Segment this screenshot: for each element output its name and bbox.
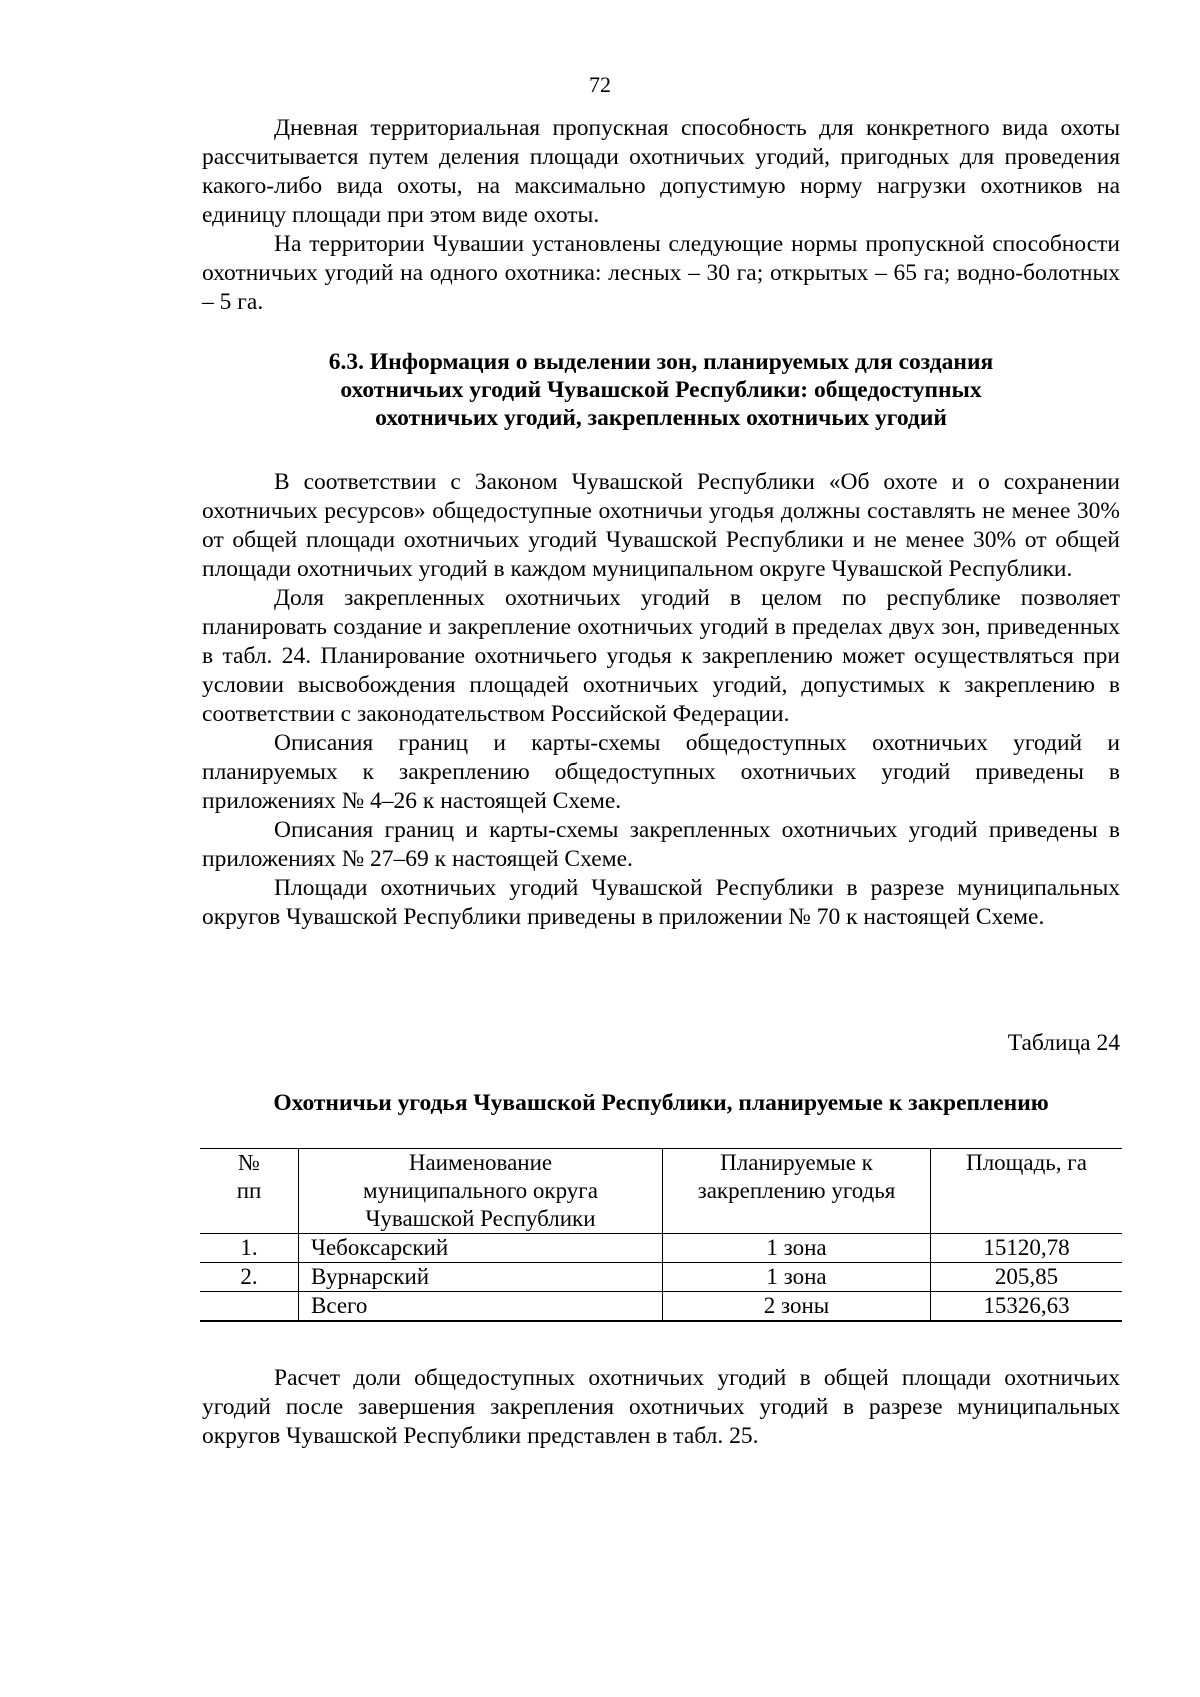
paragraph-appendix-public: Описания границ и карты-схемы общедоступных охотничьих угодий и планируемых к закреплению общедоступных охотничьих угодий приведены в приложениях № 4–26 к настоящей Схеме. — [202, 730, 1120, 814]
section-heading-line: 6.3. Информация о выделении зон, планируемых для создания — [328, 349, 994, 375]
paragraph-throughput: Дневная территориальная пропускная способность для конкретного вида охоты рассчитывается путем деления площади охотничьих угодий, пригодных для проведения какого-либо вида охоты, на максимально допустимую норму нагрузки охотников на единицу площади при этом виде охоты. — [202, 115, 1120, 228]
table-header-row — [200, 1149, 1122, 1234]
cell-district: Вурнарский — [299, 1263, 663, 1292]
paragraph-appendix-fixed: Описания границ и карты-схемы закрепленных охотничьих угодий приведены в приложениях № 27–69 к настоящей Схеме. — [202, 817, 1120, 872]
table-row — [200, 1234, 1122, 1263]
header-area: Площадь, га — [931, 1149, 1123, 1234]
cell-zone: 1 зона — [663, 1234, 931, 1263]
cell-number: 1. — [200, 1234, 299, 1263]
cell-district: Чебоксарский — [299, 1234, 663, 1263]
paragraph-law: В соответствии с Законом Чувашской Республики «Об охоте и о сохранении охотничьих ресурсов» общедоступные охотничьи угодья должны составлять не менее 30% от общей площади охотничьих угодий Чувашской Республики и не менее 30% от общей площади охотничьих угодий в каждом муниципальном округе Чувашской Республики. — [202, 469, 1120, 582]
section-heading-line: охотничьих угодий, закрепленных охотничьих угодий — [375, 405, 947, 431]
cell-number: 2. — [200, 1263, 299, 1292]
paragraph-appendix-areas: Площади охотничьих угодий Чувашской Республики в разрезе муниципальных округов Чувашской Республики приведены в приложении № 70 к настоящей Схеме. — [202, 875, 1120, 930]
section-heading-line: охотничьих угодий Чувашской Республики: общедоступных — [340, 377, 982, 403]
section-heading — [202, 348, 1120, 432]
paragraph-share: Доля закрепленных охотничьих угодий в целом по республике позволяет планировать создание и закрепление охотничьих угодий в пределах двух зон, приведенных в табл. 24. Планирование охотничьего угодья к закреплению может осуществляться при условии высвобождения площадей охотничьих угодий, допустимых к закреплению в соответствии с законодательством Российской Федерации. — [202, 585, 1120, 727]
closing-text — [202, 1364, 1120, 1451]
cell-zone: 2 зоны — [663, 1292, 931, 1322]
intro-text — [202, 114, 1120, 317]
table-row — [200, 1263, 1122, 1292]
cell-area: 15326,63 — [931, 1292, 1123, 1322]
paragraph-norms: На территории Чувашии установлены следующие нормы пропускной способности охотничьих угодий на одного охотника: лесных – 30 га; открытых – 65 га; водно-болотных – 5 га. — [202, 231, 1120, 315]
table-total-row — [200, 1292, 1122, 1322]
hunting-grounds-table — [200, 1148, 1122, 1322]
header-number: № пп — [200, 1149, 299, 1234]
table-title: Охотничьи угодья Чувашской Республики, планируемые к закреплению — [273, 1090, 1049, 1116]
cell-area: 15120,78 — [931, 1234, 1123, 1263]
body-text — [202, 468, 1120, 932]
page-number: 72 — [589, 72, 611, 97]
cell-number — [200, 1292, 299, 1322]
header-district-name: Наименование муниципального округа Чувашской Республики — [299, 1149, 663, 1234]
paragraph-calculation: Расчет доли общедоступных охотничьих угодий в общей площади охотничьих угодий после завершения закрепления охотничьих угодий в разрезе муниципальных округов Чувашской Республики представлен в табл. 25. — [202, 1365, 1120, 1449]
header-planned-grounds: Планируемые к закреплению угодья — [663, 1149, 931, 1234]
cell-zone: 1 зона — [663, 1263, 931, 1292]
cell-area: 205,85 — [931, 1263, 1123, 1292]
cell-district: Всего — [299, 1292, 663, 1322]
table-label: Таблица 24 — [1007, 1030, 1120, 1056]
